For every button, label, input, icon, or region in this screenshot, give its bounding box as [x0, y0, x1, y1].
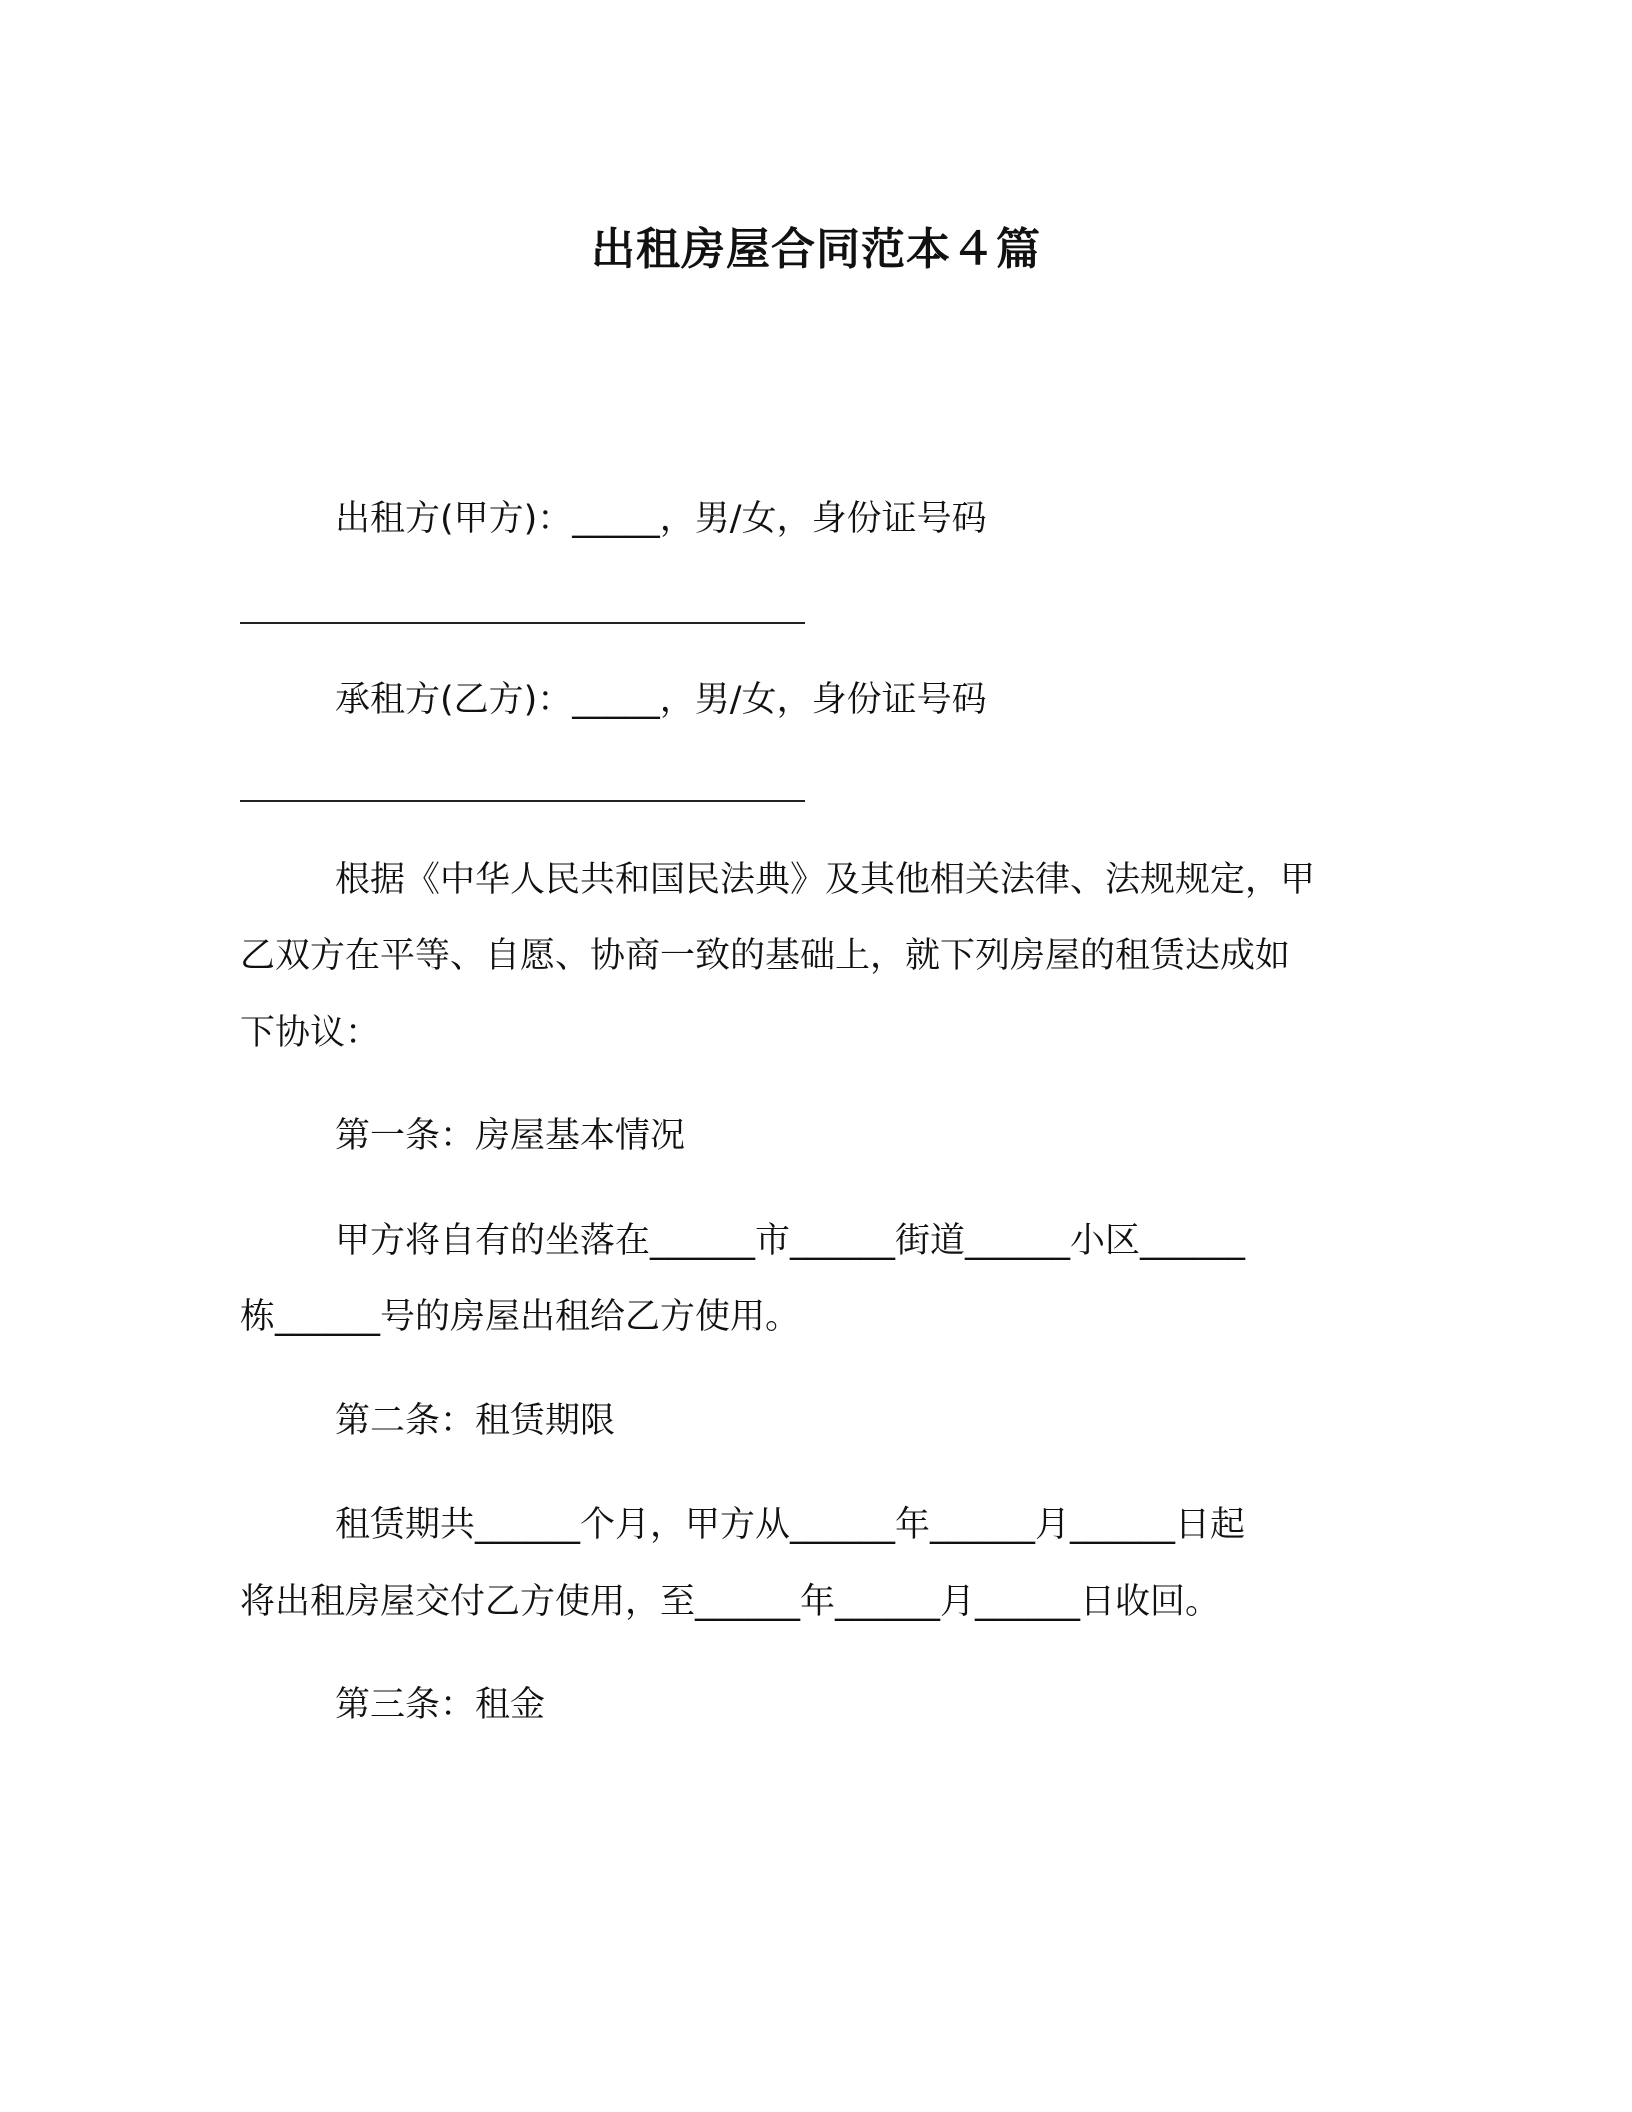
lessor-line: 出租方(甲方)：_____，男/女，身份证号码 — [335, 499, 987, 539]
article1-line-2: 栋______号的房屋出租给乙方使用。 — [240, 1297, 801, 1337]
article2-heading: 第二条：租赁期限 — [335, 1401, 616, 1441]
article1-heading: 第一条：房屋基本情况 — [335, 1116, 686, 1156]
article2-line-1: 租赁期共______个月，甲方从______年______月______日起 — [335, 1505, 1246, 1545]
lessee-id-blank — [240, 800, 805, 802]
preamble-line-1: 根据《中华人民共和国民法典》及其他相关法律、法规规定，甲 — [335, 860, 1316, 900]
article2-line-2: 将出租房屋交付乙方使用，至______年______月______日收回。 — [240, 1582, 1221, 1622]
article1-line-1: 甲方将自有的坐落在______市______街道______小区______ — [335, 1221, 1246, 1261]
document-title: 出租房屋合同范本４篇 — [591, 224, 1041, 275]
lessee-line: 承租方(乙方)：_____，男/女，身份证号码 — [335, 680, 987, 720]
preamble-line-2: 乙双方在平等、自愿、协商一致的基础上，就下列房屋的租赁达成如 — [240, 936, 1291, 976]
article3-heading: 第三条：租金 — [335, 1685, 546, 1725]
preamble-line-3: 下协议： — [240, 1013, 381, 1053]
lessor-id-blank — [240, 622, 805, 624]
